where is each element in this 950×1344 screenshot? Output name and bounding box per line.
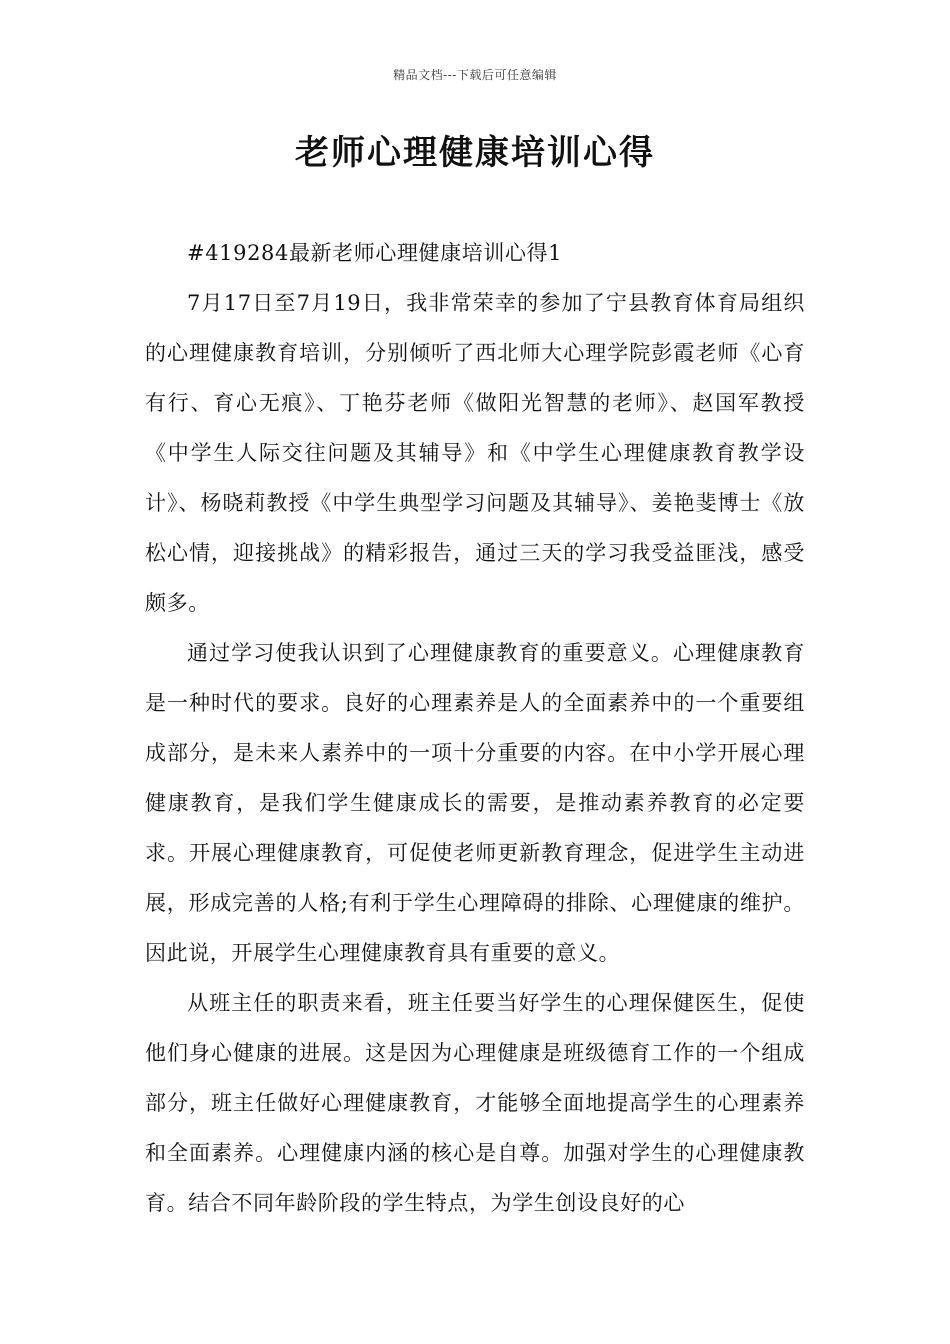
- document-title: 老师心理健康培训心得: [295, 133, 655, 173]
- paragraph: 从班主任的职责来看，班主任要当好学生的心理保健医生，促使他们身心健康的进展。这是因为心理健康是班级德育工作的一个组成部分，班主任做好心理健康教育，才能够全面地提高学生的心理素养和全面素养。心理健康内涵的核心是自尊。加强对学生的心理健康教育。结合不同年龄阶段的学生特点，为学生创设良好的心: [145, 991, 805, 1215]
- paragraph: 7月17日至7月19日，我非常荣幸的参加了宁县教育体育局组织的心理健康教育培训，分别倾听了西北师大心理学院彭霞老师《心育有行、育心无痕》、丁艳芬老师《做阳光智慧的老师》、赵国军教授《中学生人际交往问题及其辅导》和《中学生心理健康教育教学设计》、杨晓莉教授《中学生典型学习问题及其辅导》、姜艳斐博士《放松心情，迎接挑战》的精彩报告，通过三天的学习我受益匪浅，感受颇多。: [145, 291, 805, 615]
- document-body: [145, 228, 805, 1228]
- paragraph: 通过学习使我认识到了心理健康教育的重要意义。心理健康教育是一种时代的要求。良好的心理素养是人的全面素养中的一个重要组成部分，是未来人素养中的一项十分重要的内容。在中小学开展心理健康教育，是我们学生健康成长的需要，是推动素养教育的必定要求。开展心理健康教育，可促使老师更新教育理念，促进学生主动进展，形成完善的人格;有利于学生心理障碍的排除、心理健康的维护。因此说，开展学生心理健康教育具有重要的意义。: [145, 641, 805, 965]
- paragraph-subtitle: #419284最新老师心理健康培训心得1: [187, 241, 563, 265]
- header-note: 精品文档---下载后可任意编辑: [393, 68, 557, 82]
